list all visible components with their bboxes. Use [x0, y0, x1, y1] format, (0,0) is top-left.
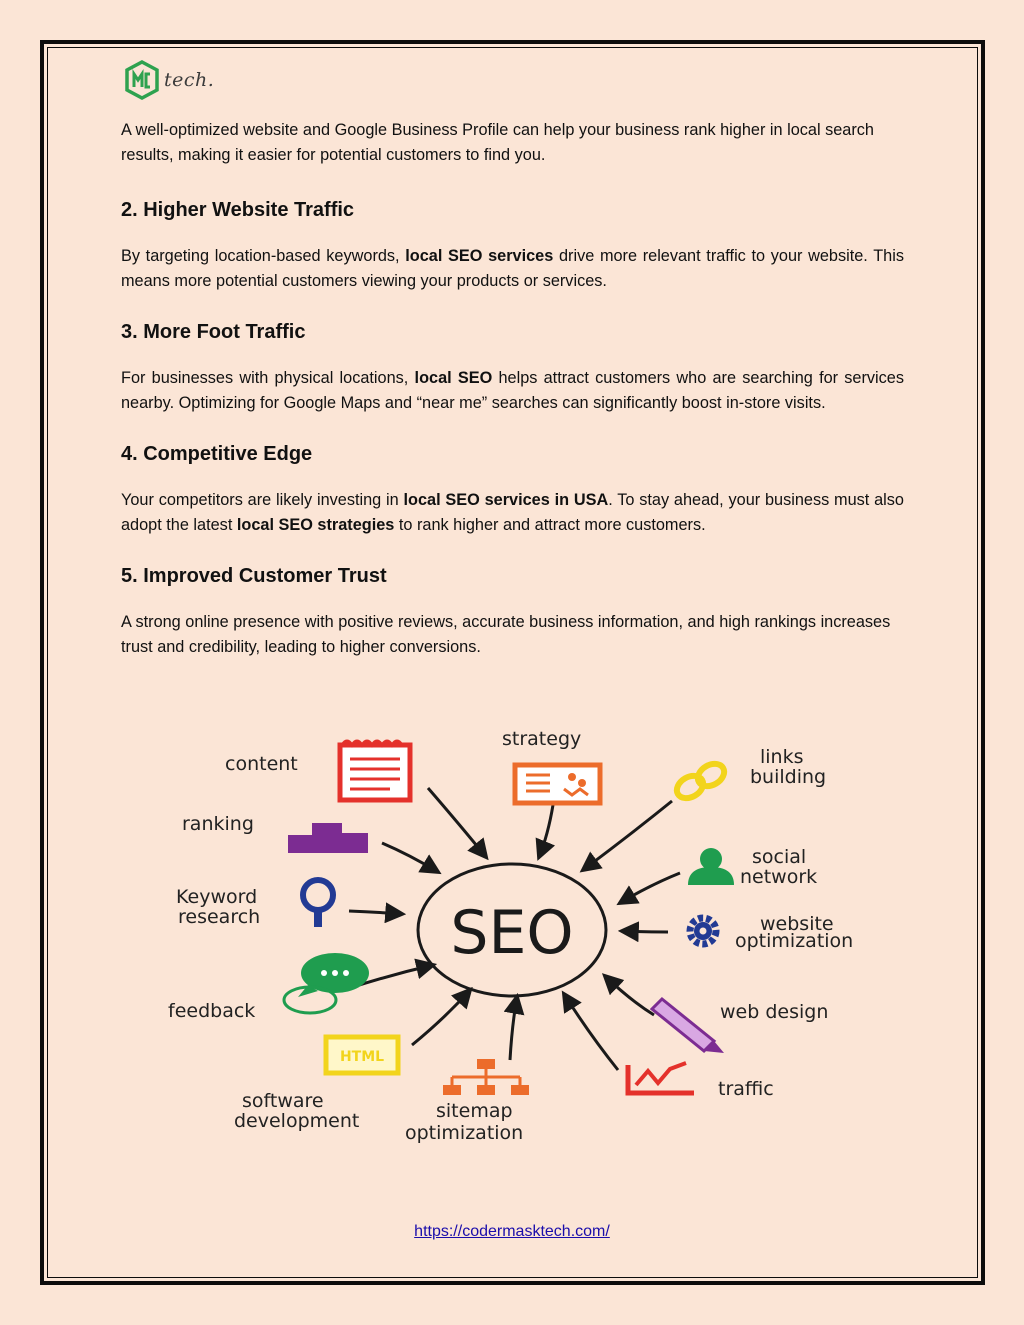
- arrow-content: [428, 788, 486, 857]
- arrow-ranking: [382, 843, 438, 872]
- bold-keyword: local SEO: [414, 369, 493, 387]
- heading-improved-customer-trust: 5. Improved Customer Trust: [121, 565, 387, 587]
- arrow-website: [622, 931, 668, 932]
- label-network: network: [740, 866, 818, 888]
- links-chain-icon: [673, 759, 728, 802]
- arrow-strategy: [539, 805, 553, 857]
- label-website-optimization: optimization: [735, 930, 854, 952]
- label-research: research: [178, 906, 261, 928]
- label-traffic: traffic: [718, 1078, 774, 1100]
- footer: [0, 1223, 1024, 1241]
- bold-keyword: local SEO services in USA: [403, 491, 609, 509]
- seo-diagram: [150, 715, 880, 1175]
- bold-keyword: local SEO services: [405, 247, 554, 265]
- text-run: Your competitors are likely investing in: [121, 491, 404, 509]
- arrow-keyword: [349, 911, 402, 914]
- paragraph-higher-website-traffic: [121, 244, 904, 293]
- ranking-podium-icon: [288, 823, 368, 853]
- label-social: social: [752, 846, 807, 868]
- arrow-webdesign: [605, 976, 654, 1015]
- chat-bubbles-icon: [284, 953, 369, 1013]
- label-strategy: strategy: [502, 728, 582, 750]
- label-sitemap: sitemap: [436, 1100, 513, 1122]
- text-run: to rank higher and attract more customers.: [394, 515, 706, 534]
- heading-competitive-edge: 4. Competitive Edge: [121, 443, 313, 465]
- traffic-chart-icon: [628, 1063, 694, 1093]
- paragraph-improved-customer-trust: A strong online presence with positive reviews, accurate business information, and high rankings increases trust and credibility, leading to higher conversions.: [121, 613, 891, 656]
- text-run: By targeting location-based keywords,: [121, 247, 406, 265]
- heading-higher-website-traffic: 2. Higher Website Traffic: [121, 199, 355, 221]
- label-keyword: Keyword: [176, 886, 258, 908]
- heading-more-foot-traffic: 3. More Foot Traffic: [121, 321, 306, 343]
- magnifier-icon: [303, 880, 333, 927]
- gear-icon: [690, 918, 716, 944]
- paragraph-more-foot-traffic: [121, 366, 904, 415]
- logo-text: tech.: [164, 69, 215, 91]
- html-badge-icon: [326, 1037, 398, 1073]
- paragraph-competitive-edge: [121, 488, 904, 537]
- arrow-software: [412, 990, 470, 1045]
- pencil-icon: [652, 999, 724, 1053]
- text-run: drive more relevant traffic to your website. This means more potential customers viewing your products or services.: [121, 247, 904, 290]
- sitemap-icon: [443, 1059, 529, 1095]
- text-run: . To stay ahead, your business must also adopt the latest: [121, 491, 904, 534]
- social-network-icon: [688, 848, 734, 885]
- footer-url-link[interactable]: https://codermasktech.com/: [414, 1223, 610, 1240]
- text-run: For businesses with physical locations,: [121, 369, 415, 387]
- label-software: software: [242, 1090, 324, 1112]
- content-icon: [340, 741, 410, 800]
- label-sitemap-optimization: optimization: [405, 1122, 524, 1144]
- label-content: content: [225, 753, 298, 775]
- seo-center-label: SEO: [450, 898, 574, 968]
- label-ranking: ranking: [182, 813, 254, 835]
- logo: [124, 60, 214, 100]
- label-links: links: [760, 746, 804, 768]
- arrow-traffic: [564, 994, 618, 1070]
- intro-paragraph: A well-optimized website and Google Business Profile can help your business rank higher in local search results, making it easier for potential customers to find you.: [121, 121, 874, 164]
- label-building: building: [750, 766, 827, 788]
- label-web-design: web design: [720, 1001, 829, 1023]
- text-run: helps attract customers who are searching for services nearby. Optimizing for Google Maps and “near me” searches can significantly boost in-store visits.: [121, 369, 904, 412]
- arrow-sitemap: [510, 997, 517, 1060]
- arrow-links: [583, 801, 672, 870]
- cm-logo-icon: [124, 60, 160, 100]
- label-feedback: feedback: [168, 1000, 256, 1022]
- label-development: development: [234, 1110, 360, 1132]
- label-website: website: [760, 913, 834, 935]
- html-badge-text: HTML: [339, 1049, 385, 1065]
- strategy-icon: [515, 765, 600, 803]
- arrow-social: [620, 873, 680, 903]
- bold-keyword: local SEO strategies: [236, 515, 395, 534]
- document-body: [121, 118, 904, 659]
